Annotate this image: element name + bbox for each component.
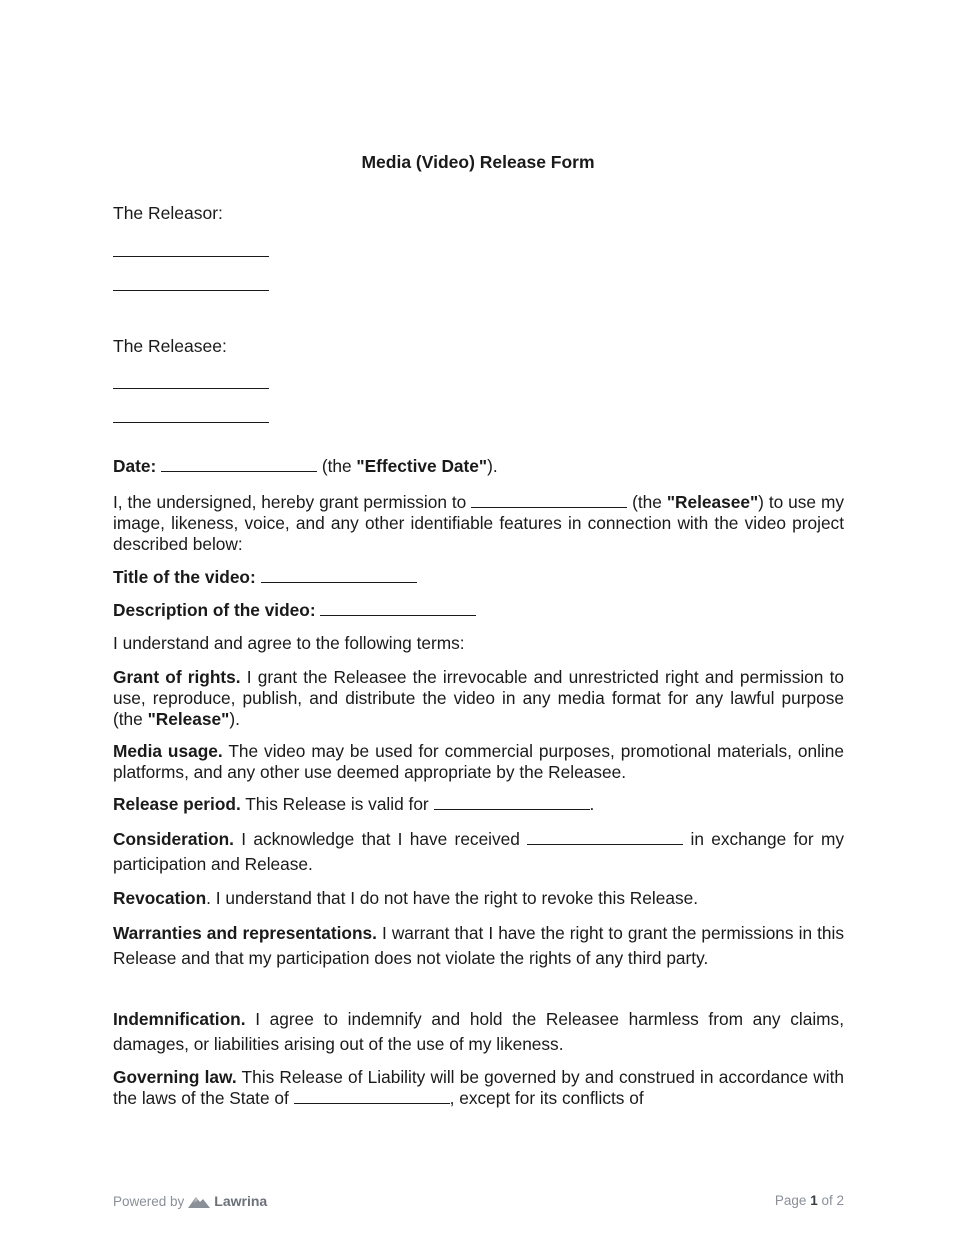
grant-text: I grant the Releasee the irrevocable and unrestricted right and permission to use, reproduce, publish, and distribute the video in any media format for any lawful purpose (the xyxy=(113,667,844,729)
agree-terms-text: I understand and agree to the following terms: xyxy=(113,633,465,653)
release-period-blank[interactable] xyxy=(434,809,590,810)
page-number xyxy=(775,1193,844,1208)
effective-date-term: "Effective Date" xyxy=(356,456,488,476)
releasee-blank-2[interactable] xyxy=(113,422,269,423)
media-usage-heading: Media usage. xyxy=(113,741,223,761)
date-end: ). xyxy=(487,456,498,476)
video-description-blank[interactable] xyxy=(320,615,476,616)
governing-law-paragraph xyxy=(113,1067,844,1109)
releasee-blank-1[interactable] xyxy=(113,388,269,389)
grant-of-rights-paragraph xyxy=(113,667,844,730)
revocation-text: . I understand that I do not have the right to revoke this Release. xyxy=(206,888,699,908)
releasor-label: The Releasor: xyxy=(113,203,223,223)
consideration-text: I acknowledge that I have received xyxy=(233,829,528,849)
releasee-label: The Releasee: xyxy=(113,336,227,356)
media-usage-paragraph xyxy=(113,741,844,783)
intro-text-3: ) to use my image, likeness, voice, and any other identifiable features in connection with the video project described below: xyxy=(113,492,844,554)
lawrina-mountain-logo-icon xyxy=(188,1194,210,1208)
warranties-text: I warrant that I have the right to grant the permissions in this Release and that my participation does not violate the rights of any third party. xyxy=(113,923,844,968)
governing-law-text: This Release of Liability will be governed by and construed in accordance with the laws of the State of xyxy=(113,1067,845,1108)
warranties-heading: Warranties and representations. xyxy=(113,923,377,943)
video-title-line xyxy=(113,567,417,588)
indemnification-paragraph xyxy=(113,1007,844,1056)
media-usage-text: The video may be used for commercial purposes, promotional materials, online platforms, and any other use deemed appropriate by the Releasee. xyxy=(113,741,844,782)
intro-paragraph xyxy=(113,492,844,555)
date-blank[interactable] xyxy=(161,471,317,472)
video-description-label: Description of the video: xyxy=(113,600,316,620)
warranties-paragraph xyxy=(113,921,844,970)
page-word: Page xyxy=(774,1193,807,1208)
powered-by-text: Powered by xyxy=(113,1193,185,1209)
date-text: (the xyxy=(317,456,357,476)
grant-heading: Grant of rights. xyxy=(113,667,241,687)
releasor-blank-2[interactable] xyxy=(113,290,269,291)
releasee-term: "Releasee" xyxy=(666,492,759,512)
powered-by-footer[interactable] xyxy=(113,1193,267,1209)
indemnification-heading: Indemnification. xyxy=(113,1009,246,1029)
governing-law-text-2: , except for its conflicts of xyxy=(449,1088,644,1108)
date-line xyxy=(113,456,498,477)
releasee-name-blank[interactable] xyxy=(471,507,627,508)
page-current: 1 xyxy=(810,1193,818,1208)
consideration-blank[interactable] xyxy=(527,844,683,845)
consideration-heading: Consideration. xyxy=(113,829,234,849)
revocation-paragraph xyxy=(113,888,844,909)
release-term: "Release" xyxy=(147,709,230,729)
state-blank[interactable] xyxy=(294,1103,450,1104)
page-total: of 2 xyxy=(821,1193,844,1208)
release-period-paragraph xyxy=(113,794,844,815)
indemnification-text: I agree to indemnify and hold the Releasee harmless from any claims, damages, or liabilities arising out of the use of my likeness. xyxy=(113,1009,844,1054)
governing-law-heading: Governing law. xyxy=(113,1067,237,1087)
releasor-blank-1[interactable] xyxy=(113,256,269,257)
consideration-paragraph xyxy=(113,827,844,876)
intro-text-1: I, the undersigned, hereby grant permission to xyxy=(113,492,472,512)
date-label: Date: xyxy=(113,456,157,476)
document-title: Media (Video) Release Form xyxy=(361,152,595,172)
intro-text-2: (the xyxy=(627,492,667,512)
release-period-heading: Release period. xyxy=(113,794,241,814)
release-period-text: This Release is valid for xyxy=(240,794,434,814)
consideration-text-2: in exchange for my participation and Release. xyxy=(113,829,844,874)
grant-end: ). xyxy=(229,709,240,729)
video-title-blank[interactable] xyxy=(261,582,417,583)
revocation-heading: Revocation xyxy=(113,888,207,908)
release-period-end: . xyxy=(589,794,595,814)
lawrina-brand: Lawrina xyxy=(214,1193,268,1209)
video-title-label: Title of the video: xyxy=(113,567,256,587)
video-description-line xyxy=(113,600,476,621)
